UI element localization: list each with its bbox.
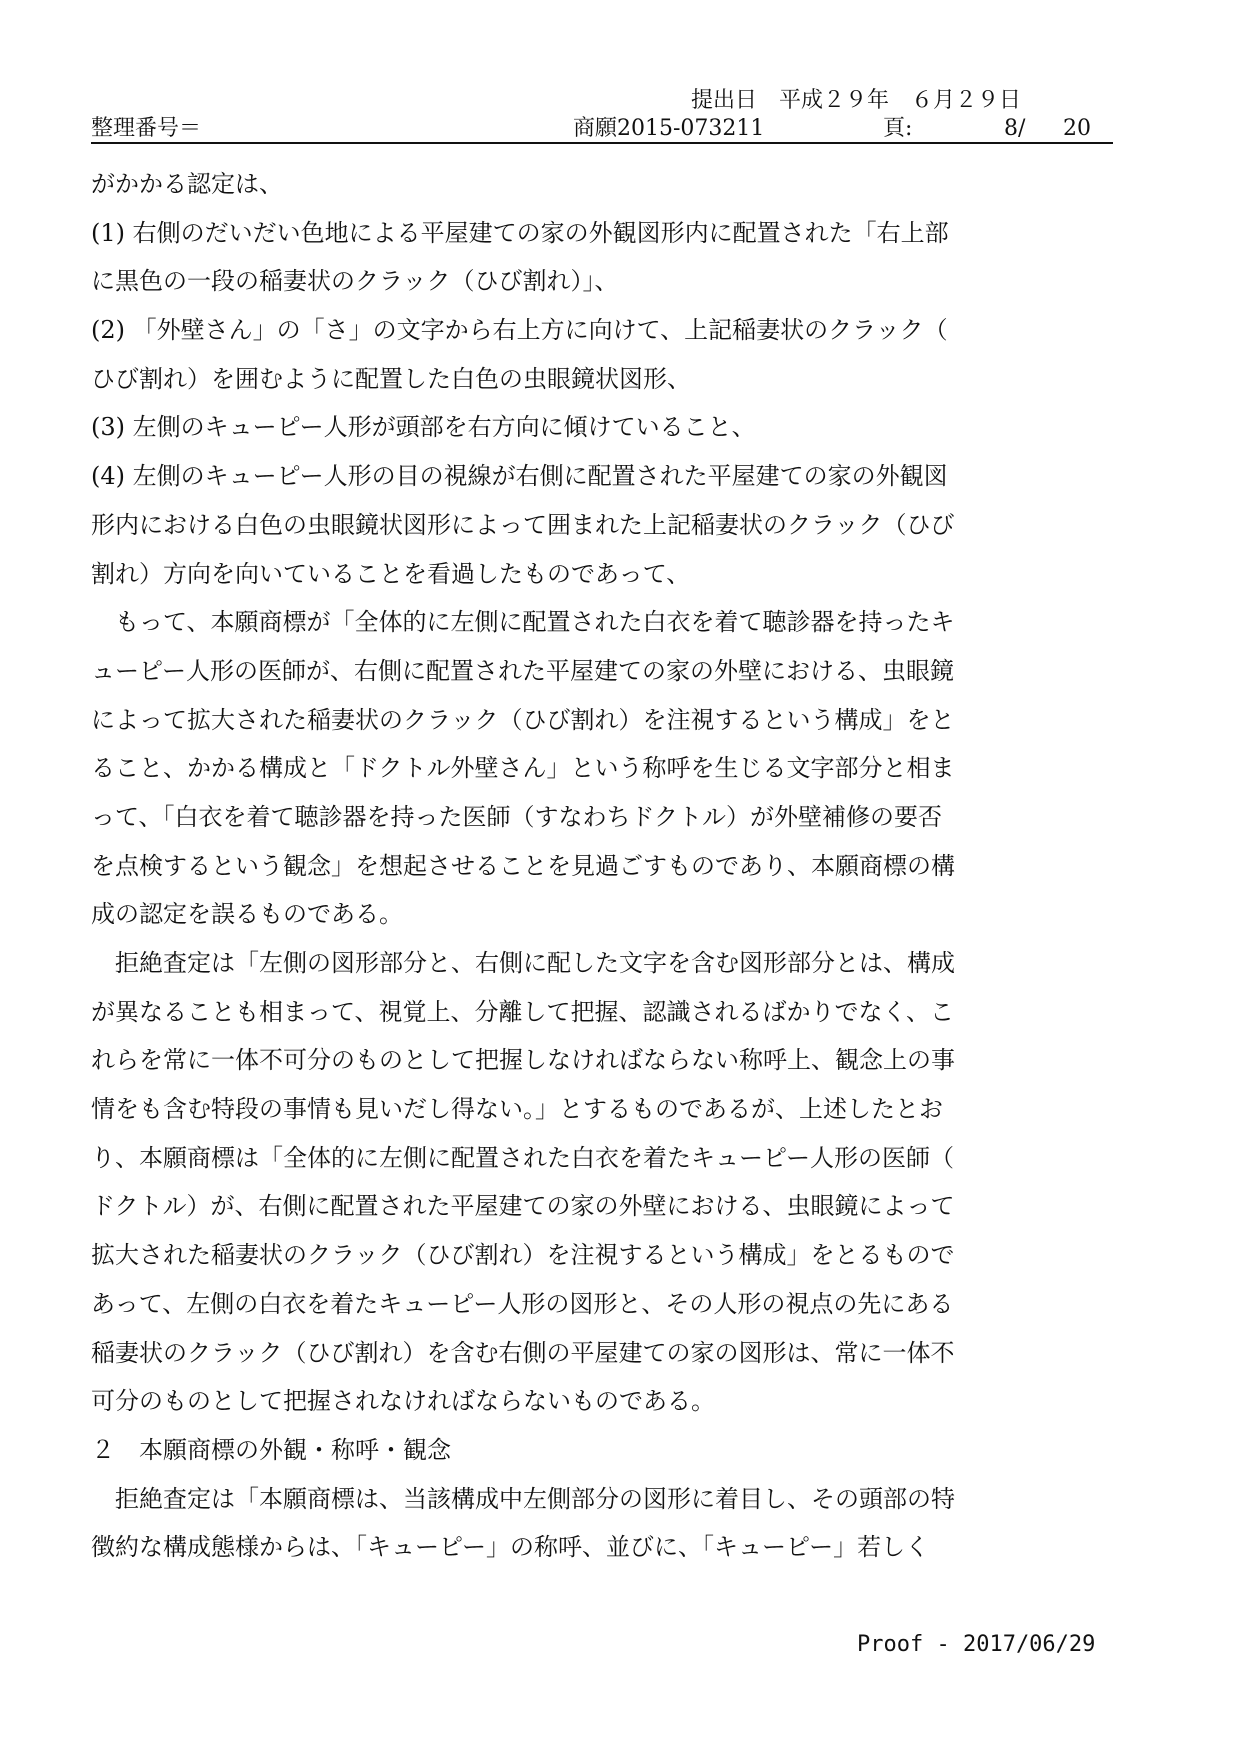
body-line: り、本願商標は「全体的に左側に配置された白衣を着たキューピー人形の医師（ bbox=[91, 1143, 955, 1172]
body-line: って、「白衣を着て聴診器を持った医師（すなわちドクトル）が外壁補修の要否 bbox=[91, 802, 943, 831]
body-line: ひび割れ）を囲むように配置した白色の虫眼鏡状図形、 bbox=[91, 364, 691, 393]
document-header bbox=[91, 116, 1113, 144]
body-line: 徴約な構成態様からは、「キューピー」の称呼、並びに、「キューピー」若しく bbox=[91, 1533, 930, 1562]
body-line: あって、左側の白衣を着たキューピー人形の図形と、その人形の視点の先にある bbox=[91, 1289, 954, 1318]
body-line: もって、本願商標が「全体的に左側に配置された白衣を着て聴診器を持ったキ bbox=[91, 608, 955, 637]
body-line: 成の認定を誤るものである。 bbox=[91, 900, 403, 929]
body-line: によって拡大された稲妻状のクラック（ひび割れ）を注視するという構成」をと bbox=[91, 705, 955, 734]
body-line: 形内における白色の虫眼鏡状図形によって囲まれた上記稲妻状のクラック（ひび bbox=[91, 510, 955, 539]
body-line: 拡大された稲妻状のクラック（ひび割れ）を注視するという構成」をとるもので bbox=[91, 1241, 955, 1270]
proof-footer: Proof - 2017/06/29 bbox=[857, 1632, 1096, 1657]
application-number: 商願2015-073211 bbox=[573, 116, 765, 141]
body-line: 可分のものとして把握されなければならないものである。 bbox=[91, 1387, 715, 1416]
reference-number-label: 整理番号＝ bbox=[91, 116, 202, 141]
body-line: を点検するという観念」を想起させることを見過ごすものであり、本願商標の構 bbox=[91, 851, 955, 880]
body-line: (4) 左側のキューピー人形の目の視線が右側に配置された平屋建ての家の外観図 bbox=[91, 462, 948, 491]
body-line: 情をも含む特段の事情も見いだし得ない。」とするものであるが、上述したとお bbox=[91, 1095, 943, 1124]
submission-date: 提出日 平成２９年 ６月２９日 bbox=[691, 88, 1022, 113]
section-heading: ２ 本願商標の外観・称呼・観念 bbox=[91, 1435, 451, 1464]
body-line: れらを常に一体不可分のものとして把握しなければならない称呼上、観念上の事 bbox=[91, 1046, 955, 1075]
page-total: 20 bbox=[1063, 116, 1091, 141]
page-label: 頁: bbox=[883, 116, 913, 141]
body-line: 拒絶査定は「本願商標は、当該構成中左側部分の図形に着目し、その頭部の特 bbox=[91, 1484, 955, 1513]
body-line: 稲妻状のクラック（ひび割れ）を含む右側の平屋建ての家の図形は、常に一体不 bbox=[91, 1338, 955, 1367]
body-line: 拒絶査定は「左側の図形部分と、右側に配した文字を含む図形部分とは、構成 bbox=[91, 949, 955, 977]
body-line: (2) 「外壁さん」の「さ」の文字から右上方に向けて、上記稲妻状のクラック（ bbox=[91, 316, 948, 345]
body-line: 割れ）方向を向いていることを看過したものであって、 bbox=[91, 559, 691, 588]
body-line: ューピー人形の医師が、右側に配置された平屋建ての家の外壁における、虫眼鏡 bbox=[91, 656, 955, 685]
body-line: ること、かかる構成と「ドクトル外壁さん」という称呼を生じる文字部分と相ま bbox=[91, 754, 955, 783]
body-line: が異なることも相まって、視覚上、分離して把握、認識されるばかりでなく、こ bbox=[91, 997, 955, 1026]
body-line: に黒色の一段の稲妻状のクラック（ひび割れ）」、 bbox=[91, 267, 619, 296]
body-line: (3) 左側のキューピー人形が頭部を右方向に傾けていること、 bbox=[91, 413, 756, 442]
page-current: 8/ bbox=[1004, 116, 1026, 141]
body-line: (1) 右側のだいだい色地による平屋建ての家の外観図形内に配置された「右上部 bbox=[91, 218, 949, 247]
body-line: がかかる認定は、 bbox=[91, 170, 283, 198]
body-line: ドクトル）が、右側に配置された平屋建ての家の外壁における、虫眼鏡によって bbox=[91, 1192, 955, 1221]
document-body bbox=[91, 160, 1026, 1572]
